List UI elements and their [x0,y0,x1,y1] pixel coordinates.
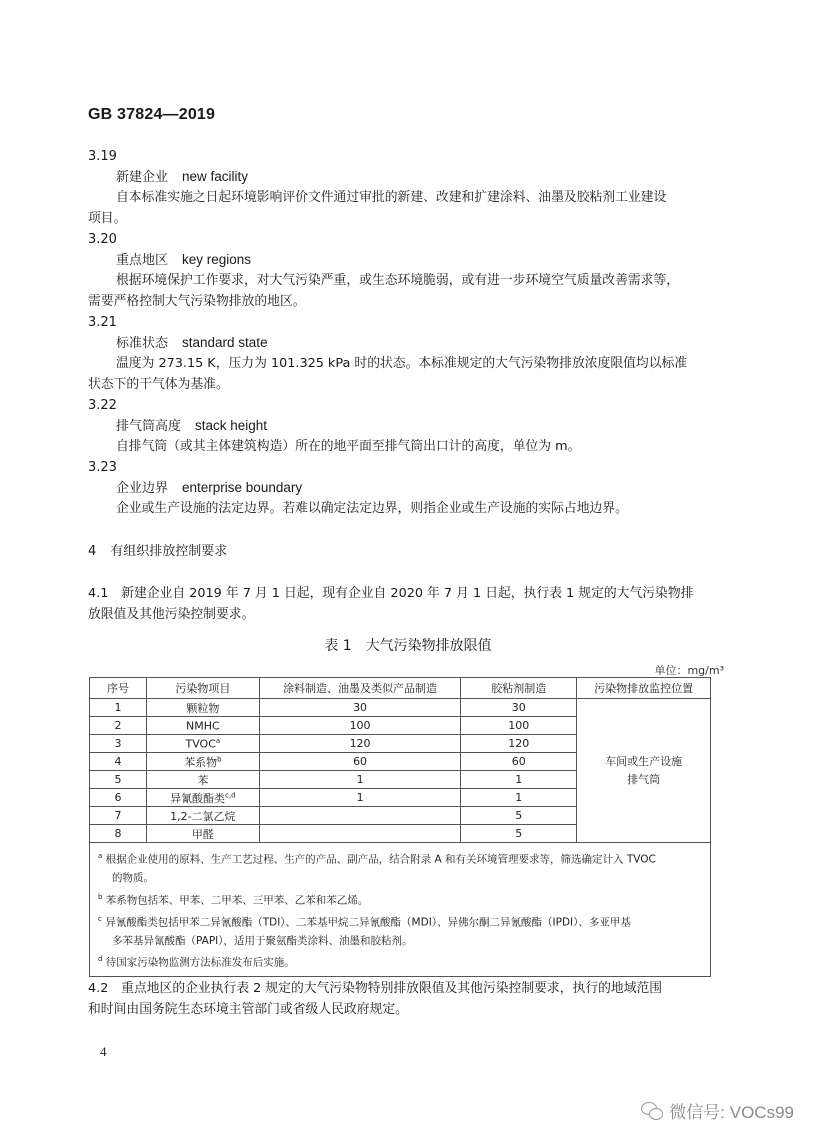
term-heading [116,167,248,188]
header-cell: 胶粘剂制造 [461,678,577,699]
definition-line: 温度为 273.15 K，压力为 101.325 kPa 时的状态。本标准规定的大气污染物排放浓度限值均以标准 [116,356,688,371]
pollutant [146,735,259,753]
term-en: key regions [182,252,252,267]
footnote-text: 苯系物包括苯、甲苯、二甲苯、三甲苯、乙苯和苯乙烯。 [105,894,369,906]
paint-limit: 1 [259,771,461,789]
definition-text [116,499,714,520]
term-en: new facility [182,169,249,184]
page-number: 4 [100,1044,107,1059]
clause-4-2 [88,978,716,1020]
definition-line: 根据环境保护工作要求，对大气污染严重，或生态环境脆弱，或有进一步环境空气质量改善需求等， [116,273,680,288]
table-caption: 大气污染物排放限值 [365,638,492,654]
pollutant-name: 颗粒物 [186,701,220,715]
term-zh: 企业边界 [116,481,169,496]
pollutant-name: 1,2-二氯乙烷 [170,809,236,823]
paint-limit: 120 [259,735,461,753]
definition-line: 需要严格控制大气污染物排放的地区。 [88,293,306,309]
pollutant [146,717,259,735]
monitor-location-line: 排气筒 [627,772,661,786]
row-number: 2 [90,717,147,735]
paint-limit: 100 [259,717,461,735]
table-row [90,699,711,717]
footnote-mark: b [98,892,103,901]
clause-number: 3.23 [88,460,117,475]
footnote-mark: a [215,736,221,745]
definition-text [88,271,714,312]
term-zh: 重点地区 [116,253,169,268]
pollutant-name: 苯 [197,773,209,787]
clause-number: 3.20 [88,232,117,247]
term-heading [116,478,302,499]
footnote-mark: b [217,754,222,763]
term-zh: 新建企业 [116,170,169,185]
glue-limit: 30 [461,699,577,717]
pollutant-name: 异氰酸酯类 [170,791,226,805]
footnote [98,910,704,932]
header-cell: 污染物项目 [146,678,259,699]
pollutant [146,753,259,771]
clause-line: 4.1 新建企业自 2019 年 7 月 1 日起，现有企业自 2020 年 7 月 1 日起，执行表 1 规定的大气污染物排 [88,586,694,601]
glue-limit: 1 [461,789,577,807]
definition-text [88,188,714,229]
term-heading [116,250,251,271]
clause-line: 和时间由国务院生态环境主管部门或省级人民政府规定。 [88,1002,408,1017]
glue-limit: 60 [461,753,577,771]
clause-line: 4.2 重点地区的企业执行表 2 规定的大气污染物特别排放限值及其他污染控制要求，执行的地域范围 [88,981,663,996]
definition-text [88,354,714,395]
term-en: enterprise boundary [182,480,303,495]
definition-line: 自排气筒（或其主体建筑构造）所在的地平面至排气筒出口计的高度，单位为 m。 [116,439,581,454]
table-notes-row [90,843,711,977]
footnote-mark: d [98,955,103,963]
footnote-mark: c [98,914,102,923]
paint-limit: 1 [259,789,461,807]
row-number: 3 [90,735,147,753]
standard-code: GB 37824—2019 [88,106,216,123]
table-unit: 单位：mg/m³ [654,664,724,677]
table-header-row [90,678,711,699]
clause-number: 3.22 [88,398,117,413]
term-heading [116,416,267,437]
section-title: 有组织排放控制要求 [110,544,228,559]
glue-limit: 5 [461,825,577,843]
paint-limit: 30 [259,699,461,717]
monitor-location-line: 车间或生产设施 [605,754,683,768]
emission-limits-table [89,677,711,977]
definition-line: 项目。 [88,210,127,226]
row-number: 4 [90,753,147,771]
term-en: stack height [195,418,268,433]
term-heading [116,333,268,354]
pollutant [146,807,259,825]
glue-limit: 5 [461,807,577,825]
table-title [0,635,816,655]
footnote-text: 根据企业使用的原料、生产工艺过程、生产的产品、副产品，结合附录 A 和有关环境管理要求等，筛选确定计入 TVOC [105,853,656,866]
wechat-icon [641,1102,663,1120]
clause-number: 3.19 [88,149,117,164]
definition-line: 企业或生产设施的法定边界。若难以确定法定边界，则指企业或生产设施的实际占地边界。 [116,501,628,516]
pollutant-name: TVOC [185,737,216,751]
table-notes [90,843,711,977]
table-label: 表 1 [324,638,352,654]
footnote-continuation: 多苯基异氰酸酯（PAPI），适用于聚氨酯类涂料、油墨和胶粘剂。 [112,934,413,947]
pollutant [146,771,259,789]
row-number: 8 [90,825,147,843]
clause-line: 放限值及其他污染控制要求。 [88,607,255,622]
monitor-location [577,699,711,843]
clause-number: 3.21 [88,315,117,330]
clause-4-1 [88,583,716,625]
glue-limit: 1 [461,771,577,789]
section-number: 4 [88,544,97,559]
pollutant [146,825,259,843]
definition-text [116,437,714,458]
term-en: standard state [182,335,268,350]
pollutant-name: NMHC [185,719,220,733]
definition-line: 自本标准实施之日起环境影响评价文件通过审批的新建、改建和扩建涂料、油墨及胶粘剂工业建设 [116,190,667,205]
header-cell: 序号 [90,678,147,699]
definition-line: 状态下的干气体为基准。 [88,376,229,392]
glue-limit: 120 [461,735,577,753]
header-cell: 污染物排放监控位置 [577,678,711,699]
pollutant-name: 苯系物 [184,755,218,769]
section-heading [88,542,227,562]
row-number: 6 [90,789,147,807]
term-zh: 排气筒高度 [116,419,182,434]
footnote [98,888,704,910]
row-number: 5 [90,771,147,789]
term-zh: 标准状态 [116,336,169,351]
row-number: 1 [90,699,147,717]
paint-limit [259,825,461,843]
watermark [641,1098,794,1123]
paint-limit: 60 [259,753,461,771]
footnote [98,847,704,869]
footnote-mark: a [98,852,103,860]
header-cell: 涂料制造、油墨及类似产品制造 [259,678,461,699]
footnote [98,950,704,972]
glue-limit: 100 [461,717,577,735]
footnote-continuation: 的物质。 [112,872,154,884]
footnote-mark: c,d [225,790,236,799]
pollutant [146,789,259,807]
watermark-text: 微信号: VOCs99 [669,1103,794,1122]
paint-limit [259,807,461,825]
footnote-text: 待国家污染物监测方法标准发布后实施。 [105,956,295,969]
footnote-text: 异氰酸酯类包括甲苯二异氰酸酯（TDI）、二苯基甲烷二异氰酸酯（MDI）、异佛尔酮二异氰酸酯（IPDI）、多亚甲基 [105,916,631,928]
pollutant-name: 甲醛 [191,827,214,841]
row-number: 7 [90,807,147,825]
pollutant [146,699,259,717]
